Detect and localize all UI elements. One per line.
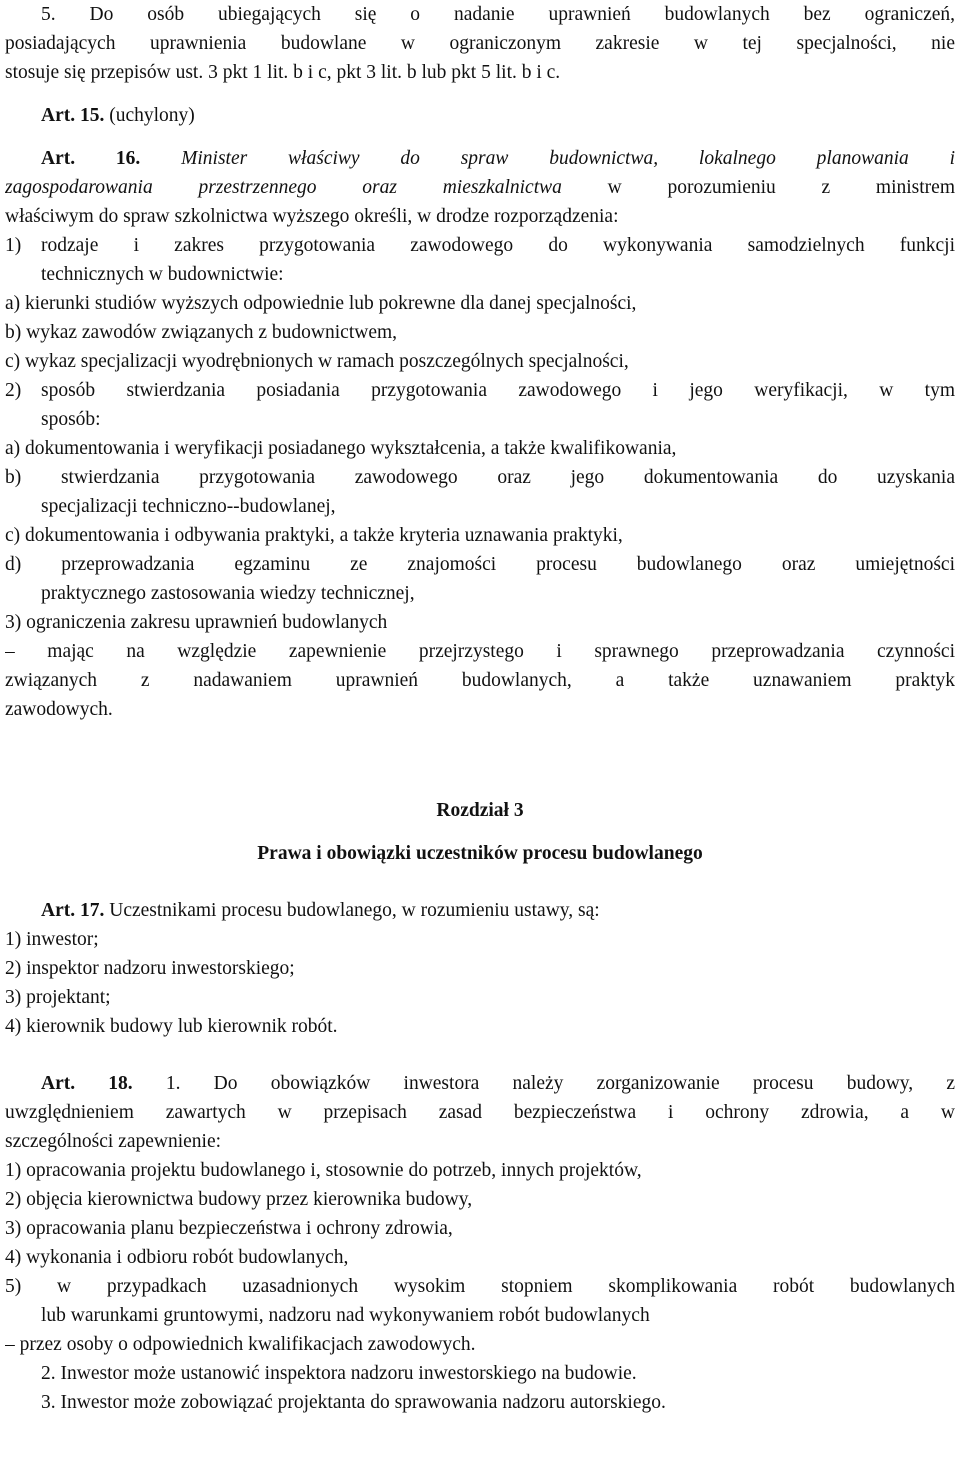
art16-label: Art. 16. <box>41 148 141 169</box>
art17-item: 1) inwestor; <box>5 929 99 950</box>
art17-item: 4) kierownik budowy lub kierownik robót. <box>5 1016 338 1037</box>
art16-line2-italic: zagospodarowania przestrzennego oraz mieszkalnictwa <box>5 177 562 198</box>
art18-line1 <box>5 1069 955 1098</box>
art16-tail-line3: zawodowych. <box>5 699 113 720</box>
art16-item1-text: rodzaje i zakres przygotowania zawodowego do wykonywania samodzielnych funkcji <box>41 235 955 256</box>
art15 <box>5 101 955 130</box>
art16-item1c: c) wykaz specjalizacji wyodrębnionych w ramach poszczególnych specjalności, <box>5 351 629 372</box>
art18-tail: – przez osoby o odpowiednich kwalifikacjach zawodowych. <box>5 1334 476 1355</box>
art16-item1a: a) kierunki studiów wyższych odpowiednie lub pokrewne dla danej specjalności, <box>5 293 637 314</box>
art16-item2b-line2: specjalizacji techniczno--budowlanej, <box>41 496 336 517</box>
chapter-title: Prawa i obowiązki uczestników procesu budowlanego <box>257 843 703 864</box>
art14-p5-line2: posiadających uprawnienia budowlane w ograniczonym zakresie w tej specjalności, nie <box>5 33 955 54</box>
chapter-number: Rozdział 3 <box>436 800 524 821</box>
art16-line2 <box>5 173 955 202</box>
art17-intro <box>5 896 955 925</box>
art14-p5-line1: 5. Do osób ubiegających się o nadanie uprawnień budowlanych bez ograniczeń, <box>41 4 955 25</box>
art18-item5-line1: 5) w przypadkach uzasadnionych wysokim stopniem skomplikowania robót budowlanych <box>5 1276 955 1297</box>
art16-line1 <box>5 144 955 173</box>
art18-line3: szczególności zapewnienie: <box>5 1131 222 1152</box>
art14-p5-line3: stosuje się przepisów ust. 3 pkt 1 lit. b i c, pkt 3 lit. b lub pkt 5 lit. b i c. <box>5 62 561 83</box>
art18-line1-text: 1. Do obowiązków inwestora należy zorganizowanie procesu budowy, z <box>132 1073 955 1094</box>
art18-label: Art. 18. <box>41 1073 133 1094</box>
art16-item2-number: 2) <box>5 380 22 401</box>
art18-line2: uwzględnieniem zawartych w przepisach zasad bezpieczeństwa i ochrony zdrowia, a w <box>5 1102 955 1123</box>
art16-item1-number: 1) <box>5 235 22 256</box>
art17-label: Art. 17. <box>41 900 105 921</box>
art18-paragraph3: 3. Inwestor może zobowiązać projektanta do sprawowania nadzoru autorskiego. <box>41 1392 666 1413</box>
art17-intro-text: Uczestnikami procesu budowlanego, w rozumieniu ustawy, są: <box>104 900 600 921</box>
art16-line3: właściwym do spraw szkolnictwa wyższego określi, w drodze rozporządzenia: <box>5 206 619 227</box>
art17-item: 2) inspektor nadzoru inwestorskiego; <box>5 958 295 979</box>
art15-text: (uchylony) <box>104 105 195 126</box>
art16-line1-italic: Minister właściwy do spraw budownictwa, lokalnego planowania i <box>140 148 955 169</box>
art18-item: 2) objęcia kierownictwa budowy przez kierownika budowy, <box>5 1189 473 1210</box>
art16-item1-line2: technicznych w budownictwie: <box>41 264 284 285</box>
art18-item: 4) wykonania i odbioru robót budowlanych, <box>5 1247 349 1268</box>
art16-tail-line1: – mając na względzie zapewnienie przejrzystego i sprawnego przeprowadzania czynności <box>5 641 955 662</box>
art18-item5-line2: lub warunkami gruntowymi, nadzoru nad wykonywaniem robót budowlanych <box>41 1305 650 1326</box>
art16-item1-line1 <box>5 231 955 260</box>
art16-item2-line2: sposób: <box>41 409 101 430</box>
art16-item2-text: sposób stwierdzania posiadania przygotowania zawodowego i jego weryfikacji, w tym <box>41 380 955 401</box>
art16-item2d-line2: praktycznego zastosowania wiedzy technicznej, <box>41 583 415 604</box>
art16-item2a: a) dokumentowania i weryfikacji posiadanego wykształcenia, a także kwalifikowania, <box>5 438 677 459</box>
art17-item: 3) projektant; <box>5 987 111 1008</box>
art16-item2-line1 <box>5 376 955 405</box>
art15-label: Art. 15. <box>41 105 105 126</box>
art18-item: 3) opracowania planu bezpieczeństwa i ochrony zdrowia, <box>5 1218 453 1239</box>
art16-item2b-line1: b) stwierdzania przygotowania zawodowego oraz jego dokumentowania do uzyskania <box>5 467 955 488</box>
art16-tail-line2: związanych z nadawaniem uprawnień budowlanych, a także uznawaniem praktyk <box>5 670 955 691</box>
art18-paragraph2: 2. Inwestor może ustanowić inspektora nadzoru inwestorskiego na budowie. <box>41 1363 637 1384</box>
art16-item1b: b) wykaz zawodów związanych z budownictwem, <box>5 322 398 343</box>
art16-item2d-line1: d) przeprowadzania egzaminu ze znajomości procesu budowlanego oraz umiejętności <box>5 554 955 575</box>
art16-item2c: c) dokumentowania i odbywania praktyki, a także kryteria uznawania praktyki, <box>5 525 623 546</box>
art18-item: 1) opracowania projektu budowlanego i, stosownie do potrzeb, innych projektów, <box>5 1160 642 1181</box>
art16-item3: 3) ograniczenia zakresu uprawnień budowlanych <box>5 612 388 633</box>
art16-line2-rest: w porozumieniu z ministrem <box>561 177 955 198</box>
